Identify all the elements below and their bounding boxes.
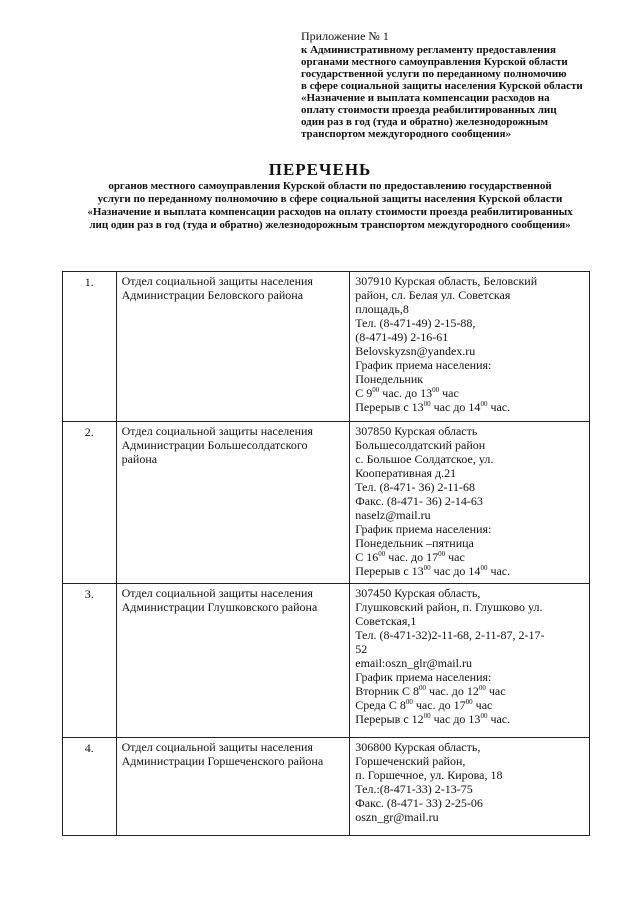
contact-line: График приема населения:: [355, 670, 492, 684]
schedule-text: час: [485, 684, 506, 698]
time-minutes: 00: [378, 550, 386, 558]
time-minutes: 00: [478, 684, 486, 692]
contact-line: Понедельник –пятница: [355, 536, 474, 550]
schedule-text: час. до 17: [385, 550, 439, 564]
time-minutes: 00: [480, 400, 488, 408]
office-name: Отдел социальной защиты населения Администрации Большесолдатского района: [116, 422, 350, 584]
schedule-text: час. до 12: [426, 684, 479, 698]
contact-line: График приема населения:: [355, 522, 492, 536]
time-minutes: 00: [372, 386, 380, 394]
contact-line: (8-471-49) 2-16-61: [355, 330, 449, 344]
schedule-text: Перерыв с 13: [355, 564, 424, 578]
schedule-text: С 16: [355, 550, 379, 564]
contact-line: 52: [355, 642, 368, 656]
contact-line: Глушковский район, п. Глушково ул.: [355, 600, 543, 614]
subtitle-line: услуги по переданному полномочию в сфере социальной защиты населения Курской области: [97, 193, 563, 205]
schedule-text: час: [439, 386, 459, 400]
contact-line: Тел. (8-471-32)2-11-68, 2-11-87, 2-17-: [355, 628, 545, 642]
time-minutes: 00: [423, 564, 431, 572]
appendix-line: в сфере социальной защиты населения Курской области: [301, 80, 583, 92]
time-minutes: 00: [480, 564, 488, 572]
contact-line: Факс. (8-471- 33) 2-25-06: [355, 796, 483, 810]
schedule-line: [355, 386, 584, 400]
contact-line: График приема населения:: [355, 358, 492, 372]
contact-line: naselz@mail.ru: [355, 508, 431, 522]
office-contacts: [350, 584, 590, 738]
subtitle-line: «Назначение и выплата компенсации расходов на оплату стоимости проезда реабилитированных: [87, 206, 573, 218]
time-minutes: 00: [405, 698, 413, 706]
appendix-line: транспортом междугородного сообщения»: [301, 128, 511, 140]
office-name: Отдел социальной защиты населения Администрации Беловского района: [116, 272, 350, 422]
appendix-line: органами местного самоуправления Курской области: [301, 56, 568, 68]
contact-line: п. Горшечное, ул. Кирова, 18: [355, 768, 503, 782]
schedule-text: Среда С 8: [355, 698, 406, 712]
contact-line: Тел.:(8-471-33) 2-13-75: [355, 782, 473, 796]
schedule-text: час: [472, 698, 493, 712]
appendix-header: [301, 30, 611, 140]
contact-line: email:oszn_glr@mail.ru: [355, 656, 472, 670]
contact-line: площадь,8: [355, 302, 409, 316]
time-minutes: 00: [465, 698, 473, 706]
row-number: 2.: [63, 422, 117, 584]
schedule-text: Перерыв с 13: [355, 400, 424, 414]
office-contacts: [350, 422, 590, 584]
schedule-text: час до 13: [430, 712, 481, 726]
subtitle-line: лиц один раз в год (туда и обратно) железнодорожным транспортом междугородного сообщения»: [89, 219, 571, 231]
contact-line: Большесолдатский район: [355, 438, 486, 452]
contact-line: 307910 Курская область, Беловский: [355, 274, 538, 288]
time-minutes: 00: [438, 550, 446, 558]
schedule-line: [355, 698, 584, 712]
appendix-line: оплату стоимости проезда реабилитированных лиц: [301, 104, 557, 116]
table-row: [63, 422, 590, 584]
office-name: Отдел социальной защиты населения Администрации Горшеченского района: [116, 738, 350, 836]
contact-line: Кооперативная д.21: [355, 466, 457, 480]
table-row: [63, 272, 590, 422]
table-row: [63, 584, 590, 738]
contact-line: Тел. (8-471- 36) 2-11-68: [355, 480, 475, 494]
schedule-text: Перерыв с 12: [355, 712, 424, 726]
contact-line: Belovskyzsn@yandex.ru: [355, 344, 476, 358]
time-minutes: 00: [423, 400, 431, 408]
contact-line: 307850 Курская область: [355, 424, 478, 438]
time-minutes: 00: [423, 712, 431, 720]
subtitle-line: органов местного самоуправления Курской области по предоставлению государственной: [108, 180, 552, 192]
schedule-line: [355, 400, 584, 414]
contact-line: Советская,1: [355, 614, 417, 628]
contact-line: с. Большое Солдатское, ул.: [355, 452, 494, 466]
contact-line: 306800 Курская область,: [355, 740, 481, 754]
row-number: 3.: [63, 584, 117, 738]
schedule-text: час до 14: [430, 564, 481, 578]
schedule-text: Вторник С 8: [355, 684, 420, 698]
schedule-text: час.: [487, 564, 511, 578]
schedule-text: час.: [487, 400, 511, 414]
document-subtitle: [60, 180, 600, 232]
office-contacts: [350, 272, 590, 422]
schedule-text: час. до 17: [412, 698, 466, 712]
schedule-text: час до 14: [430, 400, 481, 414]
contact-line: Горшеченский район,: [355, 754, 466, 768]
appendix-line: один раз в год (туда и обратно) железнодорожным: [301, 116, 549, 128]
office-contacts: [350, 738, 590, 836]
contact-line: oszn_gr@mail.ru: [355, 810, 439, 824]
time-minutes: 00: [419, 684, 427, 692]
appendix-line: «Назначение и выплата компенсации расходов на: [301, 92, 550, 104]
contact-line: Понедельник: [355, 372, 424, 386]
contact-line: 307450 Курская область,: [355, 586, 481, 600]
appendix-line: к Административному регламенту предоставления: [301, 44, 556, 56]
table-row: [63, 738, 590, 836]
contact-line: Тел. (8-471-49) 2-15-88,: [355, 316, 476, 330]
row-number: 1.: [63, 272, 117, 422]
appendix-line: государственной услуги по переданному полномочию: [301, 68, 567, 80]
schedule-text: час. до 13: [379, 386, 433, 400]
time-minutes: 00: [480, 712, 488, 720]
office-name: Отдел социальной защиты населения Администрации Глушковского района: [116, 584, 350, 738]
document-title: ПЕРЕЧЕНЬ: [268, 160, 372, 179]
appendix-number: Приложение № 1: [301, 29, 389, 43]
schedule-line: [355, 550, 584, 564]
contact-line: Факс. (8-471- 36) 2-14-63: [355, 494, 483, 508]
schedule-line: [355, 564, 584, 578]
schedule-line: [355, 684, 584, 698]
schedule-text: час.: [487, 712, 511, 726]
time-minutes: 00: [432, 386, 440, 394]
contact-line: район, сл. Белая ул. Советская: [355, 288, 511, 302]
row-number: 4.: [63, 738, 117, 836]
schedule-text: С 9: [355, 386, 373, 400]
schedule-line: [355, 712, 584, 726]
offices-table: [62, 271, 590, 836]
schedule-text: час: [445, 550, 465, 564]
